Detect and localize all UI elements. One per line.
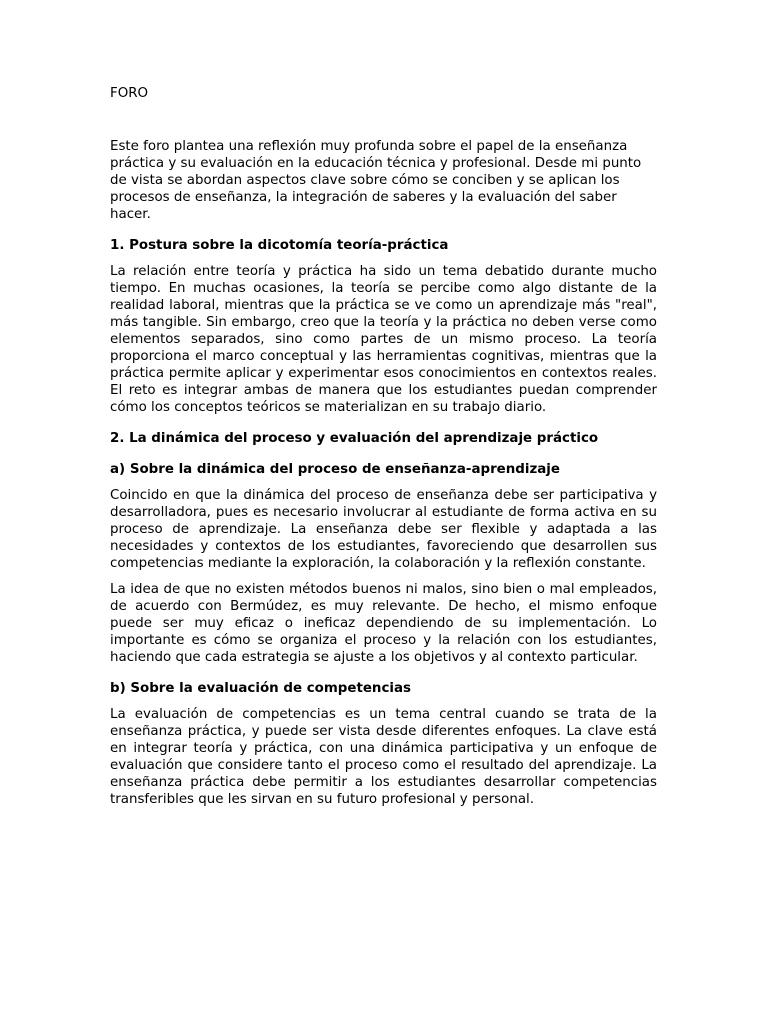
- document-page: [110, 85, 657, 808]
- intro-paragraph: Este foro plantea una reflexión muy profunda sobre el papel de la enseñanza práctica y su evaluación en la educación técnica y profesional. Desde mi punto de vista se abordan aspectos clave sobre cómo se conciben y se aplican los procesos de enseñanza, la integración de saberes y la evaluación del saber hacer.: [110, 139, 642, 222]
- subsection-b-heading: b) Sobre la evaluación de competencias: [110, 681, 411, 696]
- subsection-a-paragraph-1: Coincido en que la dinámica del proceso de enseñanza debe ser participativa y desarrolladora, pues es necesario involucrar al estudiante de forma activa en su proceso de aprendizaje. La enseñanza debe ser flexible y adaptada a las necesidades y contextos de los estudiantes, favoreciendo que desarrollen sus competencias mediante la exploración, la colaboración y la reflexión constante.: [110, 488, 657, 571]
- document-title: FORO: [110, 86, 149, 101]
- section-1-paragraph: La relación entre teoría y práctica ha sido un tema debatido durante mucho tiempo. En muchas ocasiones, la teoría se percibe como algo distante de la realidad laboral, mientras que la práctica se ve como un aprendizaje más "real", más tangible. Sin embargo, creo que la teoría y la práctica no deben verse como elementos separados, sino como partes de un mismo proceso. La teoría proporciona el marco conceptual y las herramientas cognitivas, mientras que la práctica permite aplicar y experimentar esos conocimientos en contextos reales. El reto es integrar ambas de manera que los estudiantes puedan comprender cómo los conceptos teóricos se materializan en su trabajo diario.: [110, 264, 657, 415]
- subsection-a-heading: a) Sobre la dinámica del proceso de enseñanza-aprendizaje: [110, 462, 560, 477]
- section-2-heading: 2. La dinámica del proceso y evaluación del aprendizaje práctico: [110, 431, 599, 446]
- section-1-heading: 1. Postura sobre la dicotomía teoría-práctica: [110, 238, 449, 253]
- subsection-a-paragraph-2: La idea de que no existen métodos buenos ni malos, sino bien o mal empleados, de acuerdo con Bermúdez, es muy relevante. De hecho, el mismo enfoque puede ser muy eficaz o ineficaz dependiendo de su implementación. Lo importante es cómo se organiza el proceso y la relación con los estudiantes, haciendo que cada estrategia se ajuste a los objetivos y al contexto particular.: [110, 582, 657, 665]
- subsection-b-paragraph: La evaluación de competencias es un tema central cuando se trata de la enseñanza práctica, y puede ser vista desde diferentes enfoques. La clave está en integrar teoría y práctica, con una dinámica participativa y un enfoque de evaluación que considere tanto el proceso como el resultado del aprendizaje. La enseñanza práctica debe permitir a los estudiantes desarrollar competencias transferibles que les sirvan en su futuro profesional y personal.: [110, 707, 657, 807]
